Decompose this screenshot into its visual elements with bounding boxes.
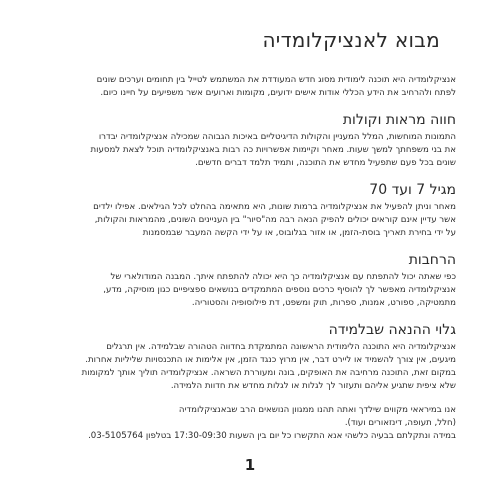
page-body	[44, 74, 456, 443]
section-line: במקום זאת, התוכנה מרחיבה את האופקים, בונה ומעוררת השראה. אנציקלומדיה תוליך אותך למקומות	[81, 368, 456, 378]
closing-line: (חלל, תעופה, דינזאורים ועוד).	[344, 418, 456, 428]
section-heading: מגיל 7 ועד 70	[369, 182, 456, 198]
section-line: מיגעים, אין צורך להשמיד או ליירט דבר, אין מרוץ כנגד הזמן, אין אלימות או התכנסויות שליליות אחרות.	[85, 355, 456, 365]
section-heading: הרחבות	[408, 252, 456, 268]
section-line: מתמטיקה, ספורט, אמנות, ספרות, תוק ומשפט, דת פילוסופיה והסטוריה.	[191, 298, 456, 308]
intro-section	[44, 74, 456, 100]
intro-line: אנציקלומדיה היא תוכנה לימודית מסוג חדש המעודדת את המשתמש לטייל בין תחומים וערכים שונים	[96, 75, 456, 85]
section-joy-of-learning	[44, 321, 456, 393]
section-line: את בני משפחתך למשך שעות. מאחר וקיימות אפשרויות כה רבות באנציקלומדיה תוכל לצאת למסעות	[90, 145, 456, 155]
section-line: על ידי בחירת תאריך בוסת-הזמן, או אזור בגלובוס, או על ידי הקשה המעבר שבמסמנות	[142, 228, 456, 238]
section-line: התמונות המוחשות, המלל המעניין והקולות הדיגיטליים באיכות הגבוהה שמכילה אנציקלומדיה יבדרו	[98, 132, 456, 142]
section-sights-sounds	[44, 111, 456, 170]
support-contact-line: במידה ונתקלתם בבעיה כלשהי אנא התקשרו כל יום בין השעות 17:30-09:30 בטלפון 03-5105764.	[88, 431, 456, 441]
closing-section	[44, 404, 456, 443]
section-line: אנציקלומדיה היא התוכנה הלימודית הראשונה המתמקדת בחדווה הטהורה שבלמידה. אין תרגלים	[106, 342, 456, 352]
section-ages	[44, 181, 456, 240]
page-title: מבוא לאנציקלומדיה	[262, 28, 440, 52]
section-extensions	[44, 251, 456, 310]
section-line: מאחר וניתן להפעיל את אנציקלומדיה ברמות שונות, היא מתאימה בהחלט לכל הגילאים. אפילו ילדים	[93, 202, 456, 212]
closing-line: אנו במיראאי מקווים שילדך ואתה תהנו ממגוון הנושאים הרב שבאנציקלומדיה	[178, 405, 456, 415]
section-line: כפי שאתה יכול להתפתח עם אנציקלומדיה כך היא יכולה להתפתח איתך. המבנה המודולארי של	[110, 272, 456, 282]
page-number: 1	[244, 456, 256, 474]
section-line: אנציקלומדיה מאפשר לך להוסיף כרכים נוספים המתמקדים בנושאים ספציפיים כגון מוסיקה, מדע,	[103, 285, 456, 295]
section-heading: גלוי ההנאה שבלמידה	[328, 322, 456, 338]
intro-line: לפתח ולהרחיב את הידע הכללי אודות אישים ידועים, מקומות וארועים אשר משפיעים על חיינו כיום.	[100, 88, 456, 98]
section-line: שלא ציפית שתגיע אליהם ותעזור לך לגלות או לגלות מחדש את חדוות הלמידה.	[170, 381, 456, 391]
section-heading: חווה מראות וקולות	[342, 112, 456, 128]
section-line: שונים בכל פעם שתפעיל מחדש את התוכנה, ותמיד תלמד דברים חדשים.	[195, 158, 456, 168]
section-line: אשר עדיין אינם קוראים יכולים להפיק הנאה רבה מה"סיור" בין העניינים השונים, מהמראות והקולות,	[94, 215, 456, 225]
